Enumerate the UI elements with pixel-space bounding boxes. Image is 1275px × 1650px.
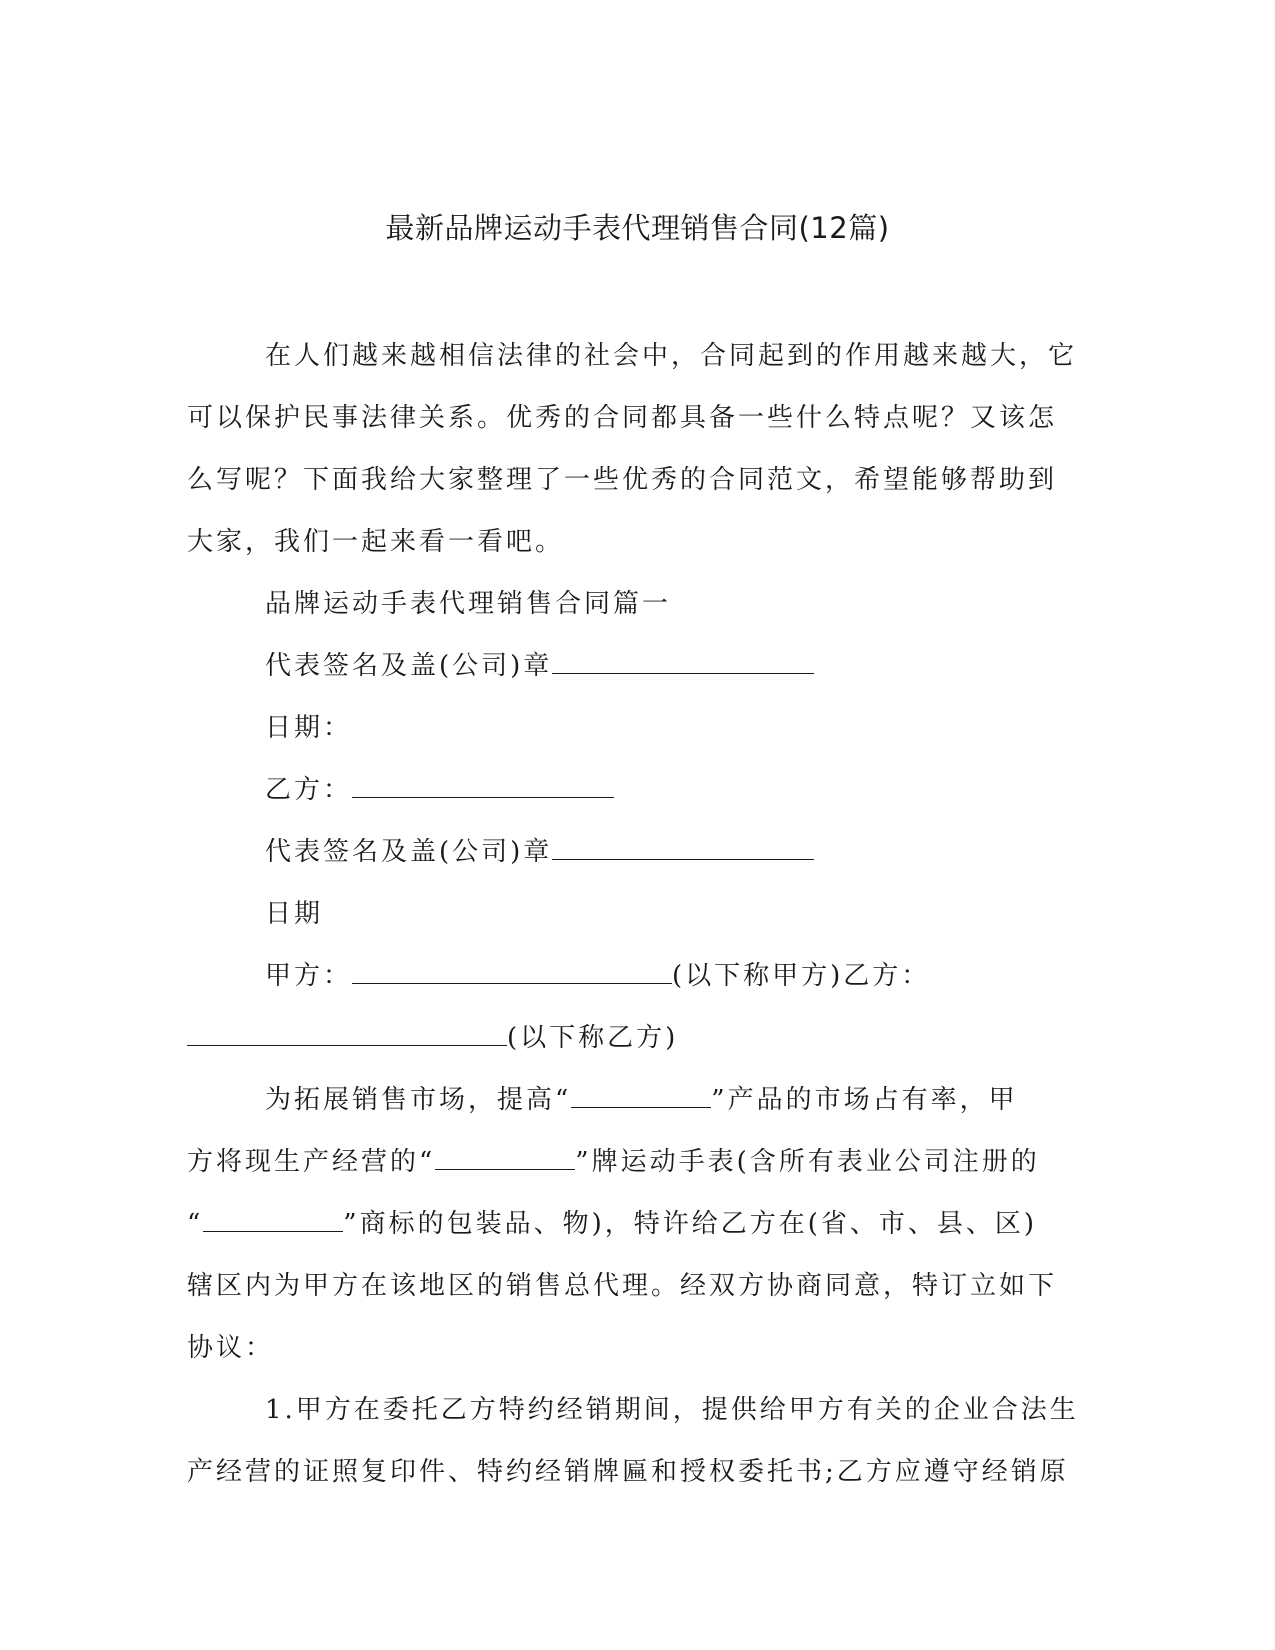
rep-sign-blank-1 — [552, 651, 814, 674]
purpose-paragraph — [187, 1069, 1082, 1379]
date-line-1: 日期： — [265, 713, 353, 743]
intro-paragraph — [187, 325, 1082, 573]
date-line-2: 日期 — [265, 899, 324, 929]
purpose-line-2 — [187, 1131, 1082, 1193]
party-a-suffix: (以下称甲方)乙方： — [672, 961, 931, 991]
purpose-line-4: 辖区内为甲方在该地区的销售总代理。经双方协商同意，特订立如下 — [187, 1271, 1058, 1301]
document-title: 最新品牌运动手表代理销售合同(12篇) — [385, 211, 890, 245]
product-name-blank — [571, 1085, 711, 1108]
purpose-line-1 — [187, 1069, 1082, 1131]
party-b-name-blank — [187, 1023, 507, 1046]
rep-sign-blank-2 — [552, 837, 814, 860]
signature-line-1 — [187, 635, 1082, 697]
purpose-line-1-a: 为拓展销售市场，提高“ — [265, 1085, 572, 1115]
section-heading: 品牌运动手表代理销售合同篇一 — [265, 589, 672, 619]
purpose-line-3-a: “ — [187, 1209, 204, 1239]
intro-line-1: 在人们越来越相信法律的社会中，合同起到的作用越来越大，它 — [265, 341, 1078, 371]
trademark-blank — [203, 1209, 343, 1232]
clause-1-line-2: 产经营的证照复印件、特约经销牌匾和授权委托书;乙方应遵守经销原 — [187, 1457, 1069, 1487]
party-b-label: 乙方： — [265, 775, 353, 805]
party-b-suffix: (以下称乙方) — [507, 1023, 679, 1053]
party-a-label: 甲方： — [265, 961, 353, 991]
party-a-line — [187, 945, 1082, 1007]
purpose-line-5: 协议： — [187, 1333, 275, 1363]
clause-1-line-1: 1.甲方在委托乙方特约经销期间，提供给甲方有关的企业合法生 — [265, 1395, 1079, 1425]
intro-line-2: 可以保护民事法律关系。优秀的合同都具备一些什么特点呢？又该怎 — [187, 403, 1058, 433]
intro-line-3: 么写呢？下面我给大家整理了一些优秀的合同范文，希望能够帮助到 — [187, 465, 1058, 495]
intro-line-4: 大家，我们一起来看一看吧。 — [187, 527, 565, 557]
party-b-line — [187, 759, 1082, 821]
brand-name-blank — [435, 1147, 575, 1170]
purpose-line-1-b: ”产品的市场占有率，甲 — [711, 1085, 1018, 1115]
purpose-line-2-b: ”牌运动手表(含所有表业公司注册的 — [575, 1147, 1040, 1177]
rep-sign-label-2: 代表签名及盖(公司)章 — [265, 837, 553, 867]
party-b-name-line — [187, 1007, 1082, 1069]
clause-1-paragraph — [187, 1379, 1082, 1503]
purpose-line-3 — [187, 1193, 1082, 1255]
purpose-line-2-a: 方将现生产经营的“ — [187, 1147, 436, 1177]
signature-line-2 — [187, 821, 1082, 883]
document-body — [187, 325, 1082, 1503]
party-a-blank — [352, 961, 672, 984]
party-b-blank — [352, 775, 614, 798]
purpose-line-3-b: ”商标的包装品、物)，特许给乙方在(省、市、县、区) — [343, 1209, 1038, 1239]
rep-sign-label-1: 代表签名及盖(公司)章 — [265, 651, 553, 681]
